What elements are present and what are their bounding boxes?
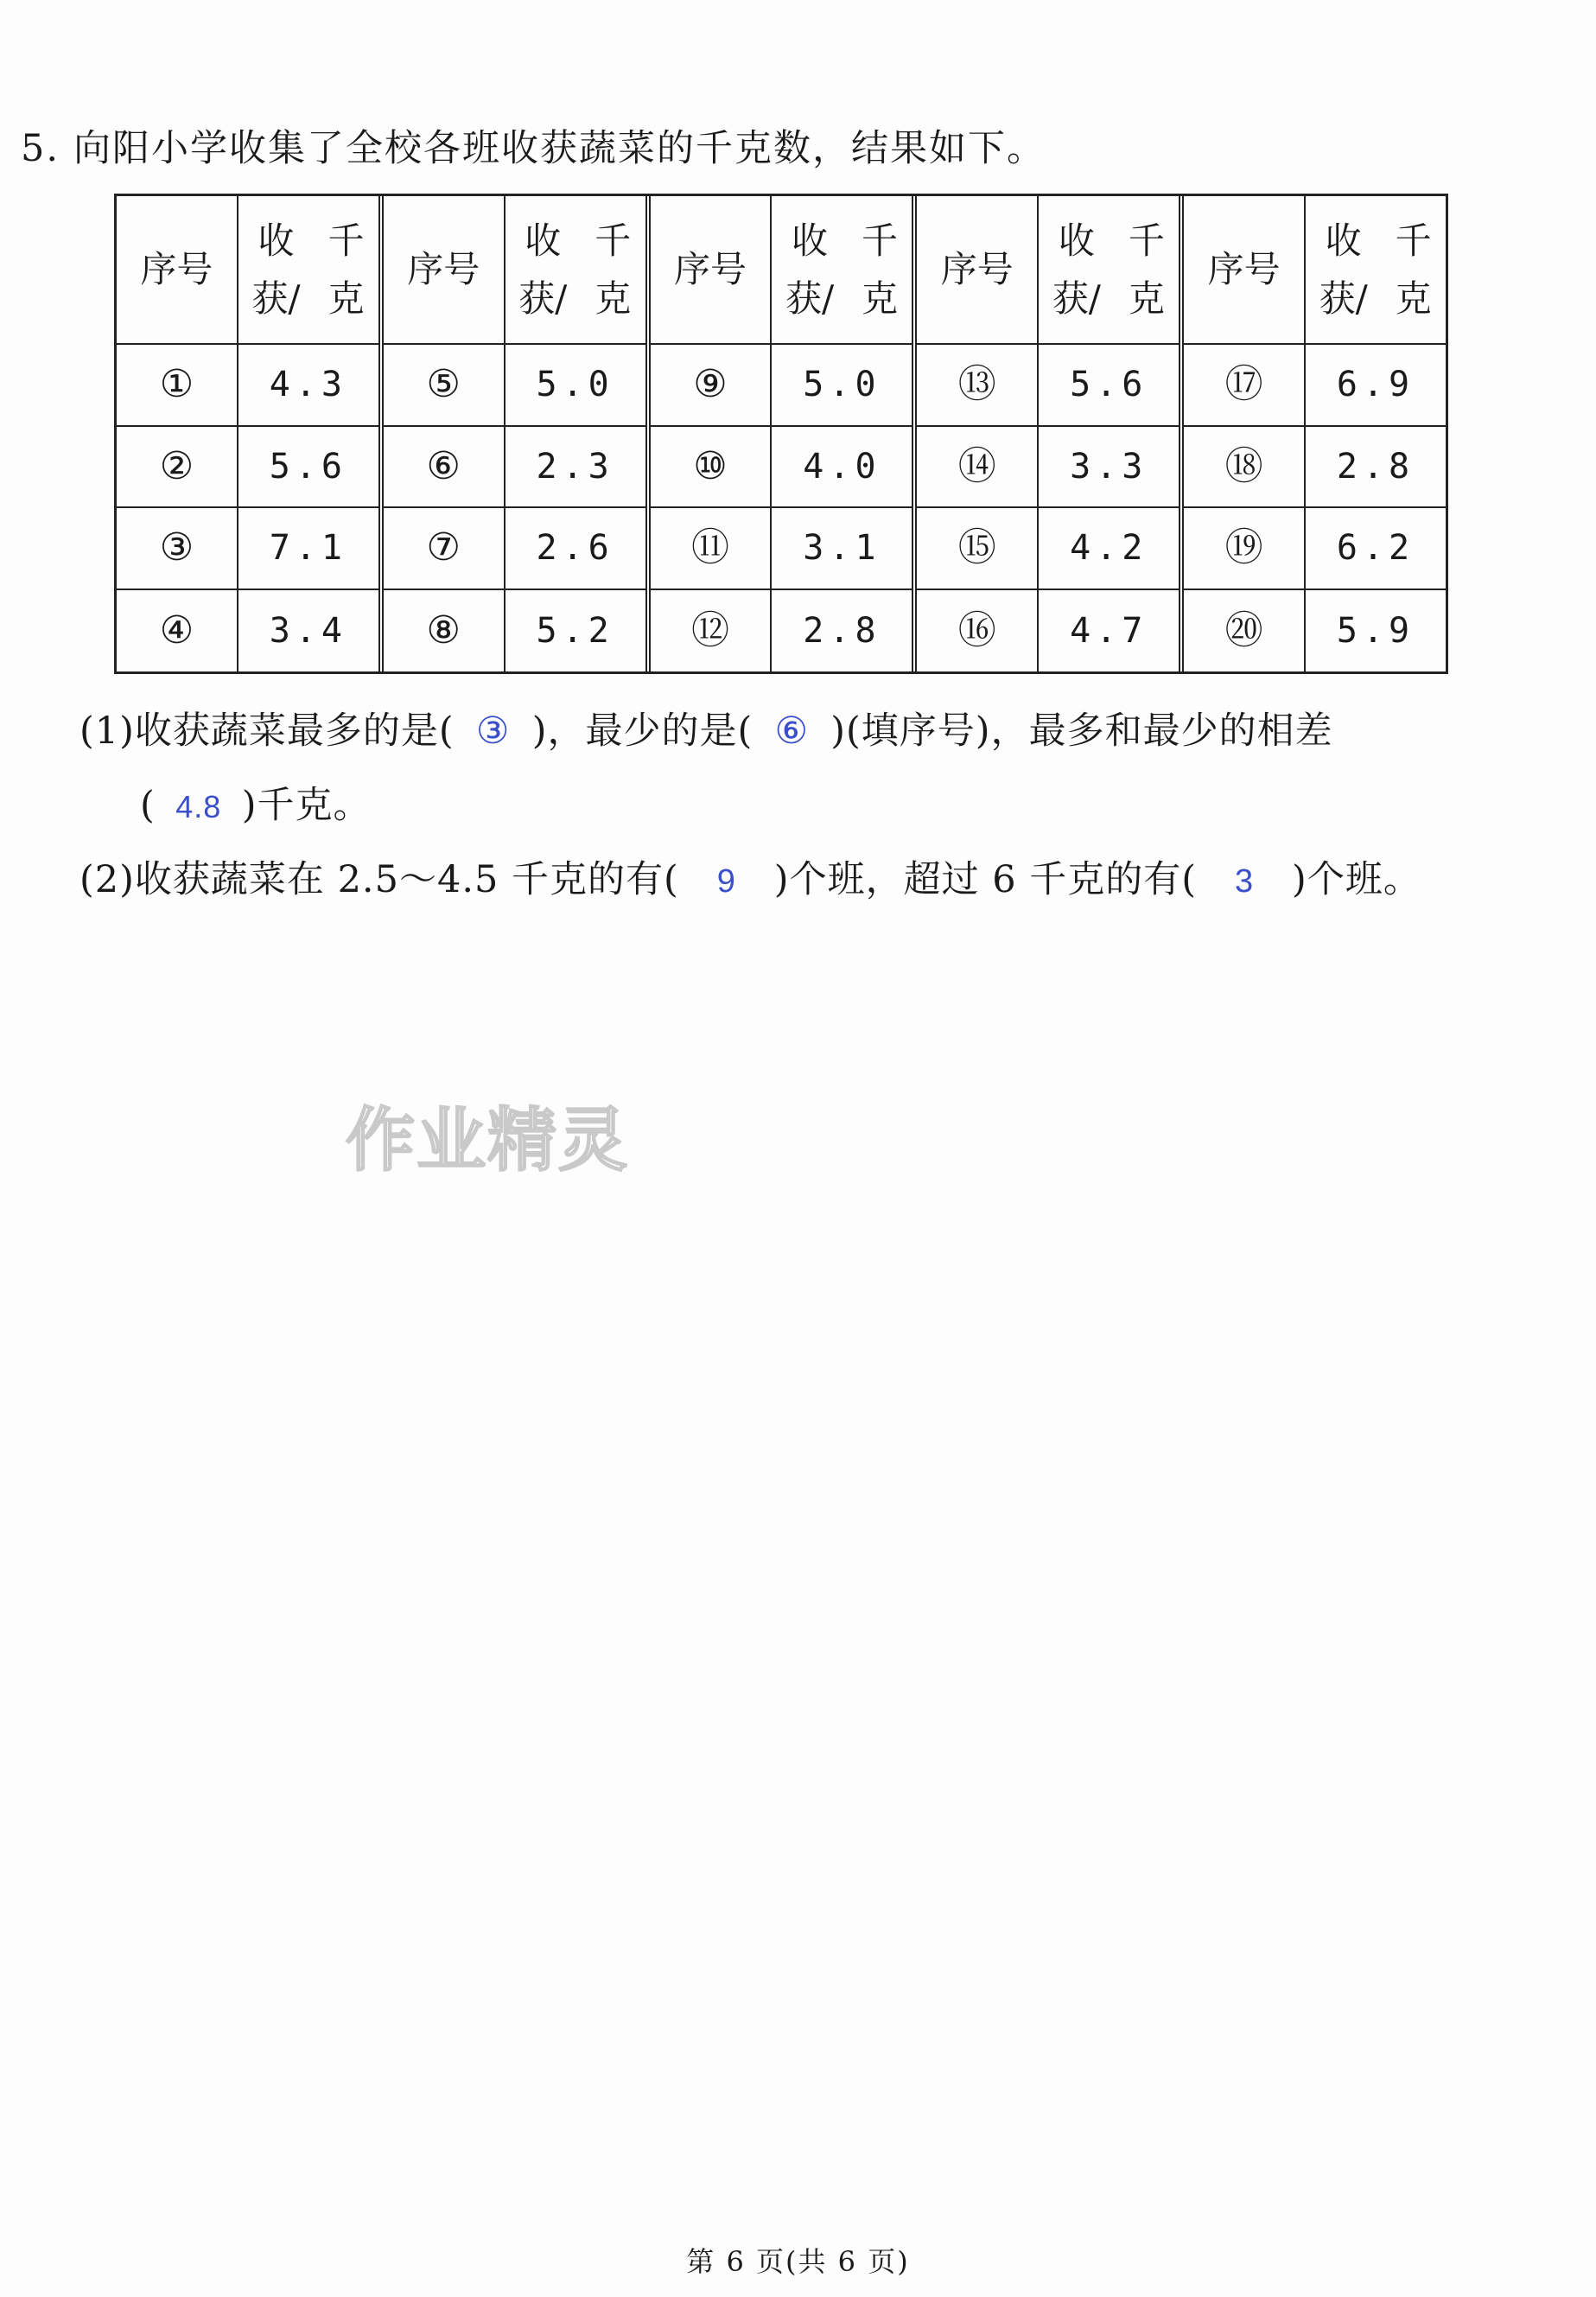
table-cell-index: ⑰: [1184, 345, 1306, 427]
table-cell-index: ⑳: [1184, 590, 1306, 672]
page-footer: 第 6 页(共 6 页): [686, 2245, 910, 2278]
table-cell-value: 6.2: [1306, 508, 1446, 590]
table-group: [912, 196, 1179, 671]
table-cell-value: 5.9: [1336, 610, 1415, 651]
header-value: 收获/ 千克: [1039, 196, 1179, 345]
table-cell-value: 2.3: [506, 427, 645, 509]
table-cell-value: 2.6: [506, 508, 645, 590]
table-cell-index: ④: [117, 590, 238, 672]
table-cell-value: 5.0: [506, 345, 645, 427]
header-value: 收获/ 千克: [506, 196, 645, 345]
answer-diff: 4.8: [175, 789, 222, 824]
question-number: 5.: [21, 127, 60, 170]
part2-line: (2)收获蔬菜在 2.5～4.5 千克的有( 9 )个班，超过 6 千克的有( 3 )个班。: [79, 858, 1421, 901]
answer-least: ⑥: [774, 710, 810, 752]
table-cell-value: 4.3: [238, 345, 378, 427]
header-index: 序号: [117, 196, 238, 345]
table-group: [378, 196, 645, 671]
table-cell-value: 3.1: [772, 508, 912, 590]
table-cell-index: ⑪: [651, 508, 773, 590]
table-cell-index: ⑨: [651, 345, 773, 427]
table-cell-index: ⑱: [1184, 427, 1306, 509]
header-index: 序号: [917, 196, 1039, 345]
table-group: [117, 196, 378, 671]
table-cell-value: 5.0: [772, 345, 912, 427]
table-cell-index: ⑯: [917, 590, 1039, 672]
table-cell-value: 4.0: [772, 427, 912, 509]
table-cell-value: 5.2: [536, 610, 614, 651]
header-value: 收获/ 千克: [1306, 196, 1446, 345]
table-cell-index: ⑧: [384, 590, 506, 672]
table-group: [1179, 196, 1446, 671]
answer-over: 3: [1234, 863, 1255, 900]
table-cell-index: ⑤: [384, 345, 506, 427]
answer-range: 9: [716, 863, 736, 900]
header-index: 序号: [1184, 196, 1306, 345]
harvest-table: [114, 194, 1448, 674]
table-cell-index: ⑭: [917, 427, 1039, 509]
table-cell-index: ⑮: [917, 508, 1039, 590]
table-cell-index: ⑲: [1184, 508, 1306, 590]
table-cell-value: 2.8: [1306, 427, 1446, 509]
watermark: 作业精灵: [346, 1100, 629, 1180]
answer-most: ③: [475, 710, 511, 752]
part1-line2: ( 4.8 )千克。: [140, 784, 372, 827]
table-cell-index: ①: [117, 345, 238, 427]
table-cell-value: 5.6: [1039, 345, 1179, 427]
table-cell-value: 4.7: [1070, 610, 1148, 651]
table-cell-index: ③: [117, 508, 238, 590]
table-cell-value: 6.9: [1306, 345, 1446, 427]
part1-line1: (1)收获蔬菜最多的是( ③ )，最少的是( ⑥ )(填序号)，最多和最少的相差: [79, 709, 1333, 753]
question-text: 向阳小学收集了全校各班收获蔬菜的千克数，结果如下。: [73, 127, 1046, 170]
table-cell-index: ②: [117, 427, 238, 509]
table-cell-index: ⑫: [651, 590, 773, 672]
table-cell-index: ⑬: [917, 345, 1039, 427]
table-cell-value: 4.2: [1039, 508, 1179, 590]
header-index: 序号: [384, 196, 506, 345]
header-index: 序号: [651, 196, 773, 345]
table-cell-index: ⑥: [384, 427, 506, 509]
table-cell-value: 2.8: [803, 610, 881, 651]
table-cell-index: ⑦: [384, 508, 506, 590]
table-cell-value: 7.1: [238, 508, 378, 590]
table-cell-value: 3.4: [269, 610, 347, 651]
header-value: 收获/ 千克: [238, 196, 378, 345]
question-title: [21, 119, 1046, 172]
table-group: [645, 196, 912, 671]
header-value: 收获/ 千克: [772, 196, 912, 345]
table-cell-value: 3.3: [1039, 427, 1179, 509]
table-cell-value: 5.6: [238, 427, 378, 509]
table-cell-index: ⑩: [651, 427, 773, 509]
